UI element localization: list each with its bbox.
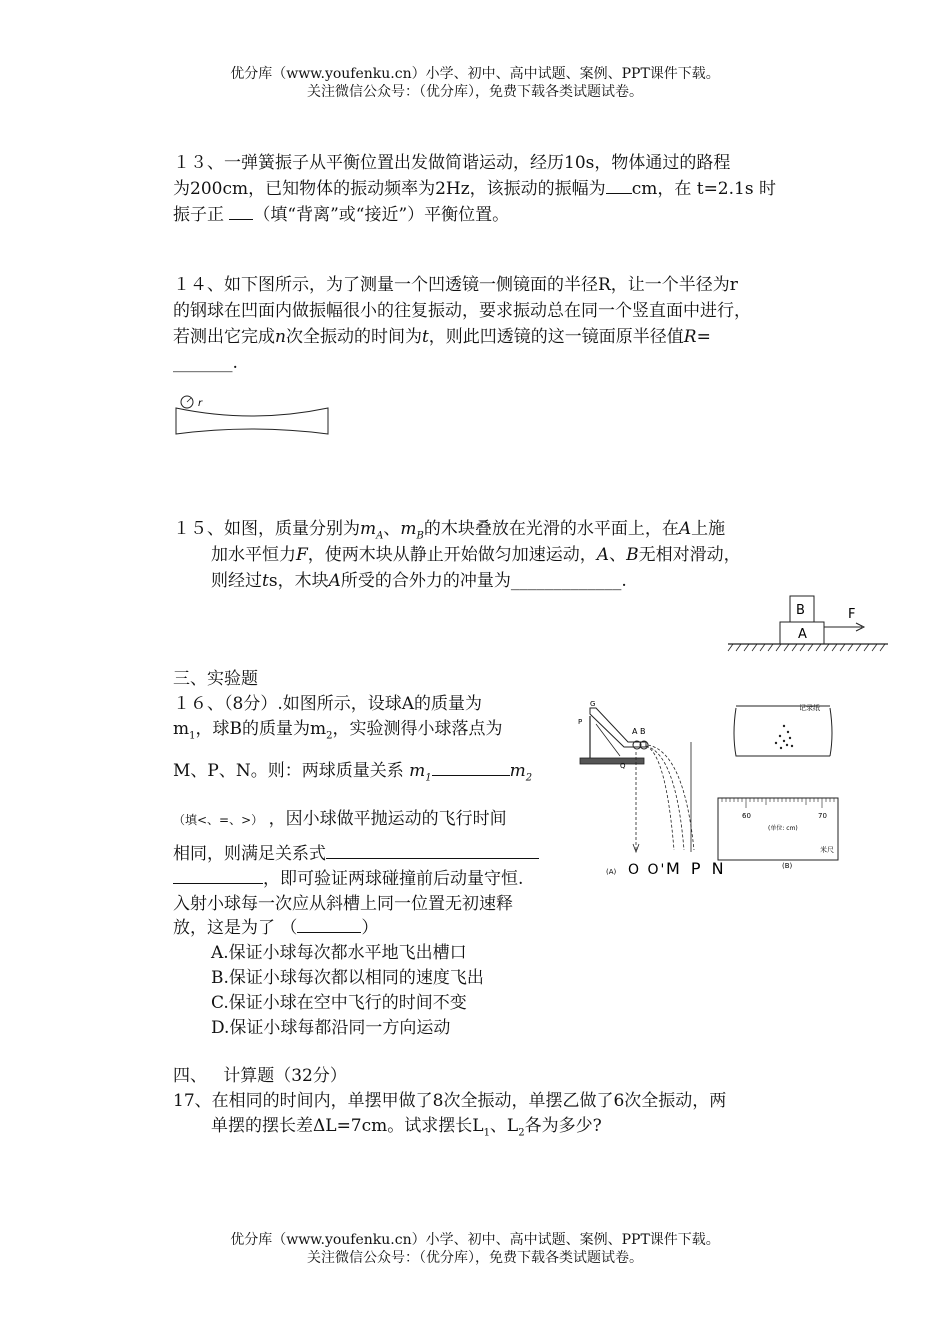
- q14-line-4: _______.: [173, 353, 238, 373]
- record-paper-apparatus: [718, 703, 838, 870]
- drop-point: [779, 735, 781, 737]
- q16-option-d: D.保证小球每都沿同一方向运动: [211, 1018, 451, 1038]
- q13-blank-direction[interactable]: [229, 205, 253, 220]
- q14-line-3: 若测出它完成n次全振动的时间为t，则此凹透镜的这一镜面原半径值R=: [173, 327, 711, 347]
- lens-outline: [176, 408, 328, 434]
- q16-line-3: M、P、N。则：两球质量关系 $m_1$ $m_2$: [173, 761, 533, 784]
- drop-point: [775, 742, 777, 744]
- chute-apparatus: [578, 700, 727, 878]
- drop-point: [783, 725, 785, 727]
- drop-point: [789, 737, 791, 739]
- q16-option-c: C.保证小球在空中飞行的时间不变: [211, 993, 467, 1013]
- label-ruler: 米尺: [820, 846, 834, 854]
- q16-blank-relation[interactable]: [326, 844, 539, 859]
- drop-point: [780, 747, 782, 749]
- q15-line-3: 则经过ts，木块A所受的合外力的冲量为_____________.: [211, 571, 627, 591]
- label-f: F: [848, 607, 856, 622]
- ground-hatching: [728, 644, 885, 651]
- trajectory-p: [646, 746, 684, 850]
- footer-line-1: 优分库（www.youfenku.cn）小学、初中、高中试题、案例、PPT课件下载。: [230, 1232, 720, 1248]
- label-q: Q: [620, 762, 626, 770]
- q16-line-2: $m_1$，球B的质量为$m_2$，实验测得小球落点为: [173, 719, 503, 742]
- label-fig-b: (B): [782, 862, 793, 870]
- header-line-2: 关注微信公众号：（优分库），免费下载各类试题试卷。: [307, 84, 643, 100]
- q14-line-2: 的钢球在凹面内做振幅很小的往复振动，要求振动总在同一个竖直面中进行，: [173, 301, 751, 321]
- label-a: A: [798, 627, 807, 642]
- header-line-1: 优分库（www.youfenku.cn）小学、初中、高中试题、案例、PPT课件下载。: [230, 66, 720, 82]
- concave-lens-figure: [172, 392, 334, 438]
- q16-line-6: ，即可验证两球碰撞前后动量守恒.: [173, 866, 523, 892]
- drop-point: [787, 731, 789, 733]
- label-oo: O O': [628, 862, 667, 878]
- q16-line-8: 放，这是为了 （ ）: [173, 918, 379, 938]
- ruler-ticks: [722, 798, 834, 808]
- q16-blank-choice[interactable]: [297, 918, 361, 933]
- trajectory-n: [648, 745, 694, 850]
- label-p-top: P: [578, 718, 583, 726]
- footer-line-2: 关注微信公众号：（优分库），免费下载各类试题试卷。: [307, 1250, 643, 1266]
- ruler-unit: (单位: cm): [768, 825, 798, 832]
- q17-line-1: 17、在相同的时间内，单摆甲做了8次全振动，单摆乙做了6次全振动，两: [173, 1091, 727, 1111]
- section-4-title: 四、 计算题（32分）: [173, 1066, 347, 1086]
- q14-line-1: １４、如下图所示，为了测量一个凹透镜一侧镜面的半径R，让一个半径为r: [173, 275, 738, 295]
- q16-line-4: （填<、=、>） ，因小球做平抛运动的飞行时间: [173, 809, 507, 829]
- q13-line-1: １３、一弹簧振子从平衡位置出发做简谐运动，经历10s，物体通过的路程: [173, 153, 731, 173]
- label-r: r: [198, 398, 203, 409]
- label-g: G: [590, 700, 596, 708]
- label-fig-a: (A): [606, 868, 617, 876]
- blocks-figure: [726, 590, 892, 652]
- q15-line-1: １５、如图，质量分别为$m_A$、$m_B$的木块叠放在光滑的水平面上，在A上施: [173, 519, 726, 542]
- trajectory-m: [646, 746, 674, 850]
- q16-option-a: A.保证小球每次都水平地飞出槽口: [211, 943, 467, 963]
- table-clamp: [580, 758, 644, 764]
- q16-option-b: B.保证小球每次都以相同的速度飞出: [211, 968, 484, 988]
- q16-line-5: 相同，则满足关系式: [173, 841, 539, 867]
- label-ab: A B: [632, 727, 646, 736]
- q16-line-1: １６、（8分）.如图所示，设球A的质量为: [173, 694, 482, 714]
- q17-line-2: 单摆的摆长差ΔL=7cm。试求摆长$L_1$、$L_2$各为多少?: [211, 1116, 602, 1139]
- q16-blank-mass-relation[interactable]: [432, 761, 510, 776]
- drop-point: [791, 745, 793, 747]
- label-mpn: M P N: [666, 859, 727, 878]
- q13-line-3: 振子正 （填“背离”或“接近”）平衡位置。: [173, 205, 510, 225]
- collision-experiment-figure: [576, 694, 840, 884]
- q16-blank-relation-cont[interactable]: [173, 869, 263, 884]
- q15-line-2: 加水平恒力F，使两木块从静止开始做匀加速运动，A、B无相对滑动，: [211, 545, 741, 565]
- label-b: B: [796, 603, 805, 618]
- section-3-title: 三、实验题: [173, 669, 258, 689]
- tick-60: 60: [742, 812, 751, 820]
- record-paper: [734, 706, 832, 756]
- q16-line-7: 入射小球每一次应从斜槽上同一位置无初速释: [173, 894, 513, 914]
- label-record-paper: 记录纸: [799, 704, 820, 712]
- drop-point: [783, 740, 785, 742]
- q13-line-2: 为200cm，已知物体的振动频率为2Hz，该振动的振幅为 cm，在 t=2.1s 时: [173, 179, 776, 199]
- drop-point: [786, 744, 788, 746]
- ball-radius-line: [187, 398, 191, 402]
- q13-blank-amplitude[interactable]: [606, 179, 632, 194]
- tick-70: 70: [818, 812, 827, 820]
